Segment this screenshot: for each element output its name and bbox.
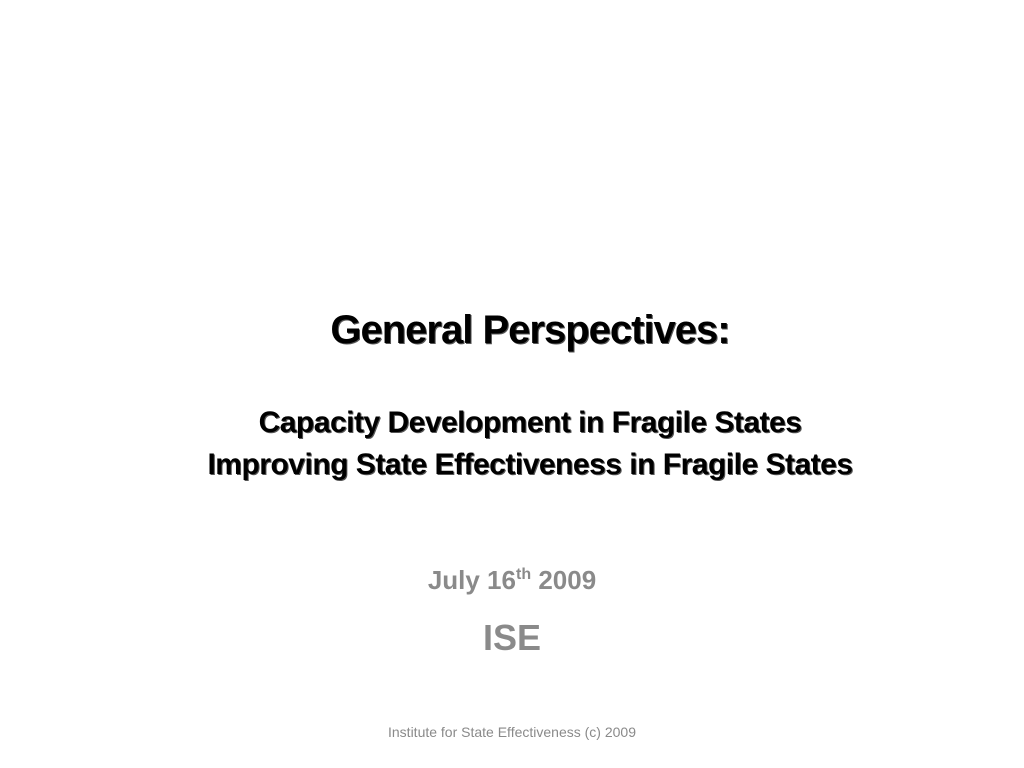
subtitle-block: [0, 560, 1024, 660]
date-prefix: July 16: [427, 565, 516, 595]
title-block: [60, 300, 1000, 486]
date-year: 2009: [531, 565, 597, 595]
date-line: [0, 560, 1024, 600]
slide-title: General Perspectives:: [330, 308, 730, 352]
organization-label: ISE: [482, 617, 542, 658]
subtitle-line-2: Improving State Effectiveness in Fragile States: [207, 448, 853, 481]
slide-footer: Institute for State Effectiveness (c) 2009: [388, 724, 636, 740]
slide-title-subheading: [60, 402, 1000, 486]
subtitle-line-1: Capacity Development in Fragile States: [258, 406, 802, 439]
date-ordinal-suffix: th: [515, 566, 532, 583]
